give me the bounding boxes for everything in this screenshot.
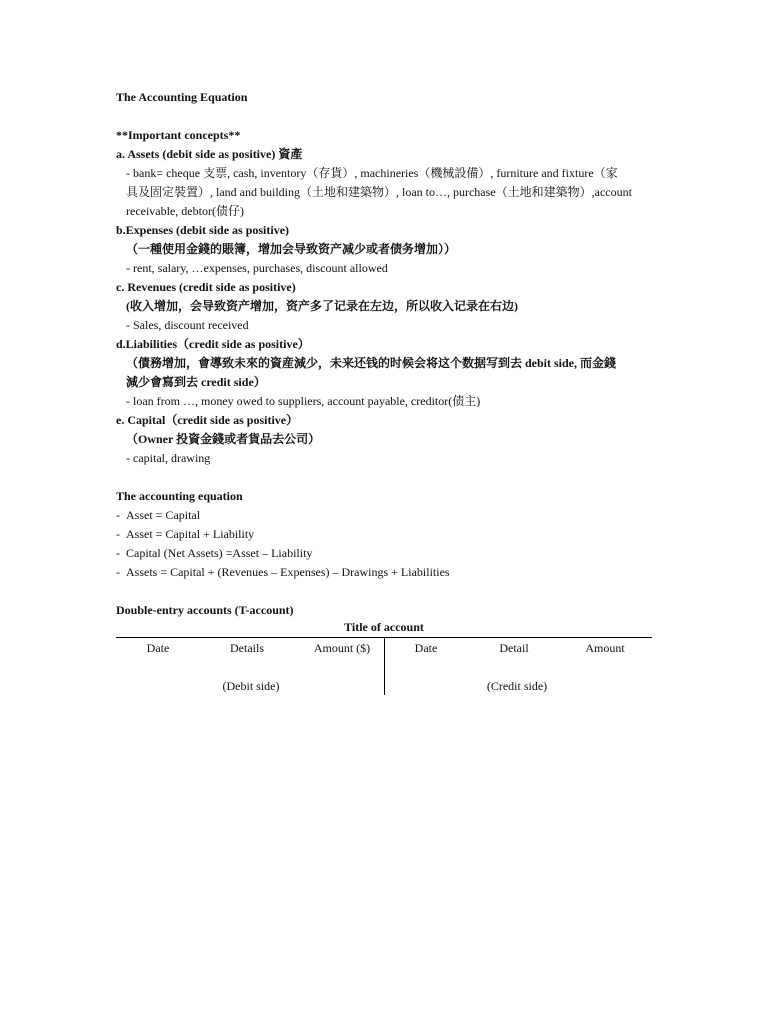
capital-heading: e. Capital（credit side as positive） bbox=[116, 413, 299, 427]
double-entry-heading: Double-entry accounts (T-account) bbox=[116, 603, 294, 617]
liabilities-line: - loan from …, money owed to suppliers, account payable, creditor(债主) bbox=[126, 394, 481, 408]
document-title: The Accounting Equation bbox=[116, 90, 248, 104]
debit-details-header: Details bbox=[230, 641, 264, 655]
t-account-divider bbox=[384, 638, 385, 695]
credit-detail-header: Detail bbox=[499, 641, 529, 655]
equation-heading: The accounting equation bbox=[116, 489, 243, 503]
equation-item: - Assets = Capital + (Revenues – Expenses) – Drawings + Liabilities bbox=[116, 565, 450, 579]
concepts-heading: **Important concepts** bbox=[116, 128, 241, 142]
equation-item: - Asset = Capital + Liability bbox=[116, 527, 255, 541]
credit-side-label: (Credit side) bbox=[486, 679, 548, 693]
liabilities-note-2: 減少會寫到去 credit side） bbox=[126, 375, 266, 389]
t-account bbox=[116, 618, 652, 698]
assets-line-1: - bank= cheque 支票, cash, inventory（存貨）, machineries（機械設備）, furniture and fixture（家 bbox=[126, 166, 618, 180]
revenues-heading: c. Revenues (credit side as positive) bbox=[116, 280, 296, 294]
credit-date-header: Date bbox=[414, 641, 438, 655]
document-body bbox=[116, 88, 656, 620]
assets-line-3: receivable, debtor(债仔) bbox=[126, 204, 244, 218]
equation-item: - Asset = Capital bbox=[116, 508, 201, 522]
liabilities-heading: d.Liabilities（credit side as positive） bbox=[116, 337, 310, 351]
equation-item: - Capital (Net Assets) =Asset – Liability bbox=[116, 546, 313, 560]
expenses-note: （一種使用金錢的賬簿，增加会导致资产减少或者债务增加）） bbox=[126, 242, 457, 256]
revenues-line: - Sales, discount received bbox=[126, 318, 249, 332]
debit-side-label: (Debit side) bbox=[222, 679, 280, 693]
credit-amount-header: Amount bbox=[585, 641, 625, 655]
expenses-heading: b.Expenses (debit side as positive) bbox=[116, 223, 290, 237]
debit-date-header: Date bbox=[146, 641, 170, 655]
assets-heading: a. Assets (debit side as positive) 資產 bbox=[116, 147, 303, 161]
t-account-title: Title of account bbox=[344, 620, 424, 634]
revenues-note: (收入增加，会导致资产增加，资产多了记录在左边，所以收入记录在右边) bbox=[126, 299, 518, 313]
liabilities-note-1: （債務增加，會導致未來的資産減少，未来还钱的时候会将这个数据写到去 debit side, 而金錢 bbox=[126, 356, 617, 370]
expenses-line: - rent, salary, …expenses, purchases, discount allowed bbox=[126, 261, 388, 275]
assets-line-2: 具及固定裝置）, land and building（土地和建築物）, loan to…, purchase（土地和建築物）,account bbox=[126, 185, 632, 199]
capital-note: （Owner 投資金錢或者貨品去公司） bbox=[126, 432, 321, 446]
debit-amount-header: Amount ($) bbox=[313, 641, 371, 655]
capital-line: - capital, drawing bbox=[126, 451, 211, 465]
